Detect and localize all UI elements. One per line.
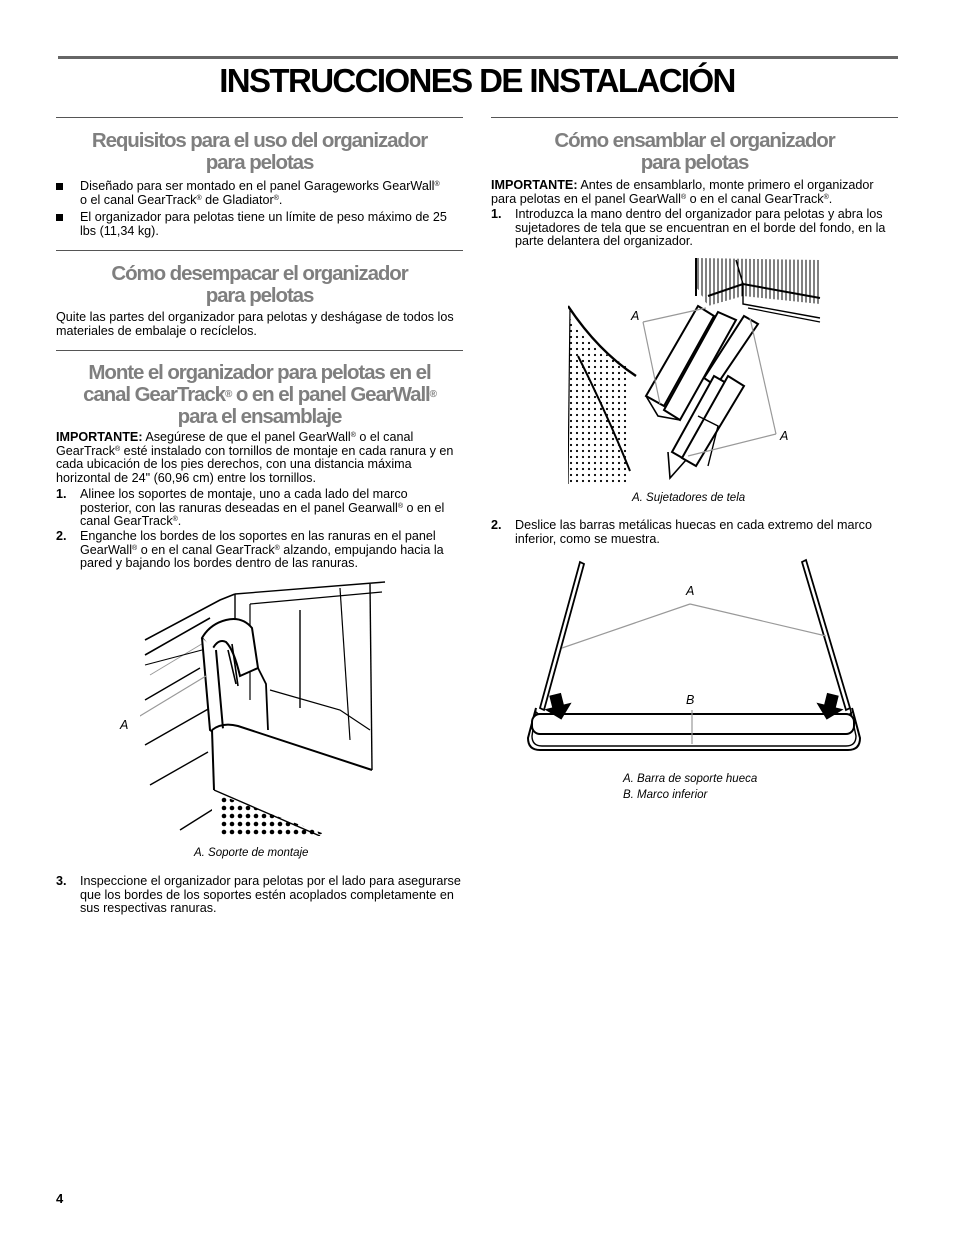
heading-line: Requisitos para el uso del organizador [91, 129, 428, 152]
importante-paragraph: IMPORTANTE: Asegúrese de que el panel GearWall® o el canal GearTrack® esté instalado con tornillos de montaje en cada ranura y en cada ubicación de los pies derechos, con una distancia máxima horizontal de 24" (60,96 cm) entre los tornillos. [56, 430, 454, 485]
figure-caption: A. Barra de soporte hueca [623, 773, 758, 785]
step-number: 2. [491, 518, 502, 532]
figure-label-a: A [631, 309, 640, 323]
heading-desempacar [56, 263, 463, 307]
figure-caption: B. Marco inferior [623, 789, 708, 801]
step-text: Alinee los soportes de montaje, uno a cada lado del marco posterior, con las ranuras deseadas en el panel Gearwall® o en el canal GearTrack®. [80, 487, 445, 529]
mounting-bracket-illustration [140, 580, 390, 836]
bullet-text: Diseñado para ser montado en el panel Garageworks GearWall® o el canal GearTrack® de Gladiator®. [80, 179, 440, 207]
body-text: Quite las partes del organizador para pelotas y deshágase de todos los materiales de embalaje o recíclelos. [56, 310, 454, 338]
fabric-fasteners-illustration [568, 256, 828, 484]
page-number: 4 [56, 1191, 64, 1206]
heading-requisitos [56, 130, 463, 174]
step-text: Introduzca la mano dentro del organizador para pelotas y abra los sujetadores de tela que se encuentran en el borde del fondo, en la parte delantera del organizador. [515, 207, 886, 249]
heading-line: para pelotas [640, 151, 749, 174]
section-rule [56, 250, 463, 251]
figure-caption: A. Soporte de montaje [194, 847, 309, 859]
figure-label-a: A [780, 429, 789, 443]
figure-label-b: B [686, 693, 695, 707]
heading-line: Cómo desempacar el organizador [111, 262, 408, 285]
step-text: Enganche los bordes de los soportes en las ranuras en el panel GearWall® o en el canal GearTrack® alzando, empujando hacia la pared y bajando los bordes dentro de las ranuras. [80, 529, 444, 571]
heading-line: Cómo ensamblar el organizador [554, 129, 835, 152]
step-number: 1. [56, 487, 67, 501]
importante-paragraph: IMPORTANTE: Antes de ensamblarlo, monte primero el organizador para pelotas en el panel GearWall® o en el canal GearTrack®. [491, 178, 874, 206]
heading-line: para el ensamblaje [177, 405, 342, 428]
page-title: INSTRUCCIONES DE INSTALACIÓN [219, 62, 735, 99]
section-rule [56, 117, 463, 118]
step-number: 3. [56, 874, 67, 888]
step-text: Inspeccione el organizador para pelotas por el lado para asegurarse que los bordes de los soportes estén acoplados completamente en sus respectivas ranuras. [80, 874, 461, 916]
heading-line: canal GearTrack® o en el panel GearWall® [83, 383, 436, 406]
figure-label-a: A [120, 718, 129, 732]
heading-line: para pelotas [205, 151, 314, 174]
figure-caption: A. Sujetadores de tela [632, 492, 746, 504]
heading-line: para pelotas [205, 284, 314, 307]
heading-ensamblar [491, 130, 898, 174]
figure-fabric-fasteners [568, 256, 828, 484]
top-rule [58, 56, 898, 59]
section-rule [56, 350, 463, 351]
figure-label-a: A [686, 584, 695, 598]
bullet-square-icon [56, 183, 63, 190]
bullet-text: El organizador para pelotas tiene un límite de peso máximo de 25 lbs (11,34 kg). [80, 210, 447, 238]
bullet-square-icon [56, 214, 63, 221]
heading-line: Monte el organizador para pelotas en el [88, 361, 431, 384]
heading-monte [56, 362, 463, 428]
step-number: 2. [56, 529, 67, 543]
step-text: Deslice las barras metálicas huecas en cada extremo del marco inferior, como se muestra. [515, 518, 872, 546]
step-number: 1. [491, 207, 502, 221]
figure-mounting-bracket [140, 580, 390, 836]
section-rule [491, 117, 898, 118]
